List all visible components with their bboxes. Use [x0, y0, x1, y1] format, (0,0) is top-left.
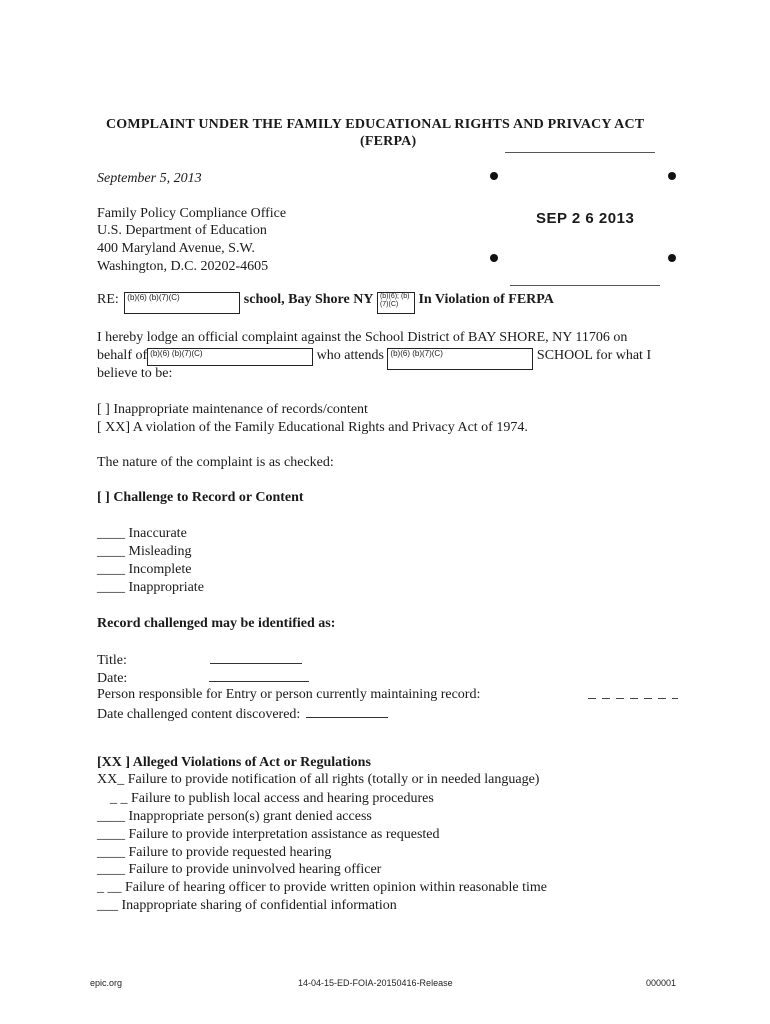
item-blank: ___	[97, 898, 118, 913]
footer-release-id: 14-04-15-ED-FOIA-20150416-Release	[298, 978, 453, 988]
redaction-box: (b)(6) (b)(7)(C)	[147, 348, 313, 366]
re-violation-text: In Violation of FERPA	[418, 292, 554, 307]
violation-item	[97, 880, 547, 896]
redaction-box: (b)(6) (b)(7)(C)	[124, 292, 240, 314]
violation-item	[97, 827, 440, 843]
item-label: Failure to provide interpretation assistance as requested	[128, 827, 440, 842]
item-label: Failure of hearing officer to provide written opinion within reasonable time	[125, 880, 547, 895]
footer-page-number: 000001	[646, 978, 677, 988]
scan-dot	[490, 172, 498, 180]
address-line: Washington, D.C. 20202-4605	[97, 259, 269, 274]
item-label: Failure to provide notification of all rights (totally or in needed language)	[127, 772, 540, 787]
item-label: Inappropriate	[128, 580, 204, 595]
footer-source: epic.org	[90, 978, 123, 988]
discovered-label: Date challenged content discovered:	[97, 707, 301, 722]
violation-item	[97, 809, 372, 825]
item-label: Failure to provide requested hearing	[128, 845, 332, 860]
item-blank: ____	[97, 809, 125, 824]
scan-dot	[490, 254, 498, 262]
redaction-box: (b)(6) (b)(7)(C)	[387, 348, 533, 370]
scan-artifact-line	[510, 285, 660, 286]
re-school-text: school, Bay Shore NY	[243, 292, 374, 307]
challenge-item	[97, 544, 192, 560]
checkbox-item: [ ] Inappropriate maintenance of records/content	[97, 402, 368, 417]
document-subtitle: (FERPA)	[360, 134, 417, 149]
record-heading: Record challenged may be identified as:	[97, 616, 336, 631]
challenge-item	[97, 562, 191, 578]
item-label: Failure to publish local access and hearing procedures	[131, 791, 434, 806]
item-blank: ____	[97, 580, 125, 595]
record-date-field	[97, 669, 309, 687]
title-label: Title:	[97, 653, 127, 668]
title-blank	[210, 651, 302, 664]
address-line: U.S. Department of Education	[97, 223, 267, 238]
record-person-field: Person responsible for Entry or person currently maintaining record:	[97, 687, 481, 702]
item-blank: _ __	[97, 880, 122, 895]
item-blank: _ _	[110, 791, 128, 806]
complaint-behalf-line	[97, 348, 651, 370]
item-blank: XX_	[97, 772, 125, 787]
item-blank: ____	[97, 845, 125, 860]
address-line: 400 Maryland Avenue, S.W.	[97, 241, 255, 256]
item-label: Failure to provide uninvolved hearing officer	[128, 862, 382, 877]
item-blank: ____	[97, 544, 125, 559]
discovered-blank	[306, 705, 388, 718]
item-label: Misleading	[128, 544, 192, 559]
address-line: Family Policy Compliance Office	[97, 206, 287, 221]
school-text: SCHOOL for what I	[536, 348, 652, 363]
date-blank	[209, 669, 309, 682]
record-title-field	[97, 651, 302, 669]
date-label: Date:	[97, 671, 128, 686]
item-blank: ____	[97, 827, 125, 842]
item-blank: ____	[97, 562, 125, 577]
violations-heading: [XX ] Alleged Violations of Act or Regulations	[97, 755, 371, 770]
redaction-box: (b)(6); (b)(7)(C)	[377, 292, 415, 314]
item-label: Inaccurate	[128, 526, 187, 541]
challenge-item	[97, 526, 187, 542]
received-date-stamp: SEP 2 6 2013	[536, 210, 635, 227]
item-label: Inappropriate sharing of confidential information	[121, 898, 397, 913]
re-line	[97, 292, 554, 314]
document-title: COMPLAINT UNDER THE FAMILY EDUCATIONAL RIGHTS AND PRIVACY ACT	[106, 117, 645, 132]
violation-item	[97, 845, 331, 861]
item-blank: ____	[97, 526, 125, 541]
scan-dot	[668, 254, 676, 262]
checkbox-item: [ XX] A violation of the Family Educational Rights and Privacy Act of 1974.	[97, 420, 528, 435]
complaint-line: believe to be:	[97, 366, 173, 381]
behalf-of-text: behalf of	[97, 348, 148, 363]
item-label: Inappropriate person(s) grant denied access	[128, 809, 372, 824]
challenge-item	[97, 580, 204, 596]
violation-item	[97, 862, 381, 878]
letter-date: September 5, 2013	[97, 171, 202, 186]
violation-item	[110, 791, 434, 807]
challenge-heading: [ ] Challenge to Record or Content	[97, 490, 304, 505]
who-attends-text: who attends	[316, 348, 384, 363]
item-label: Incomplete	[128, 562, 192, 577]
record-discovered-field	[97, 705, 388, 723]
scan-dot	[668, 172, 676, 180]
person-blank	[588, 698, 678, 699]
violation-item	[97, 898, 397, 914]
re-label: RE:	[97, 292, 119, 307]
violation-item	[97, 772, 539, 788]
nature-text: The nature of the complaint is as checked:	[97, 455, 334, 470]
scan-artifact-line	[505, 152, 655, 153]
item-blank: ____	[97, 862, 125, 877]
complaint-line: I hereby lodge an official complaint against the School District of BAY SHORE, NY 11706 on	[97, 330, 628, 345]
